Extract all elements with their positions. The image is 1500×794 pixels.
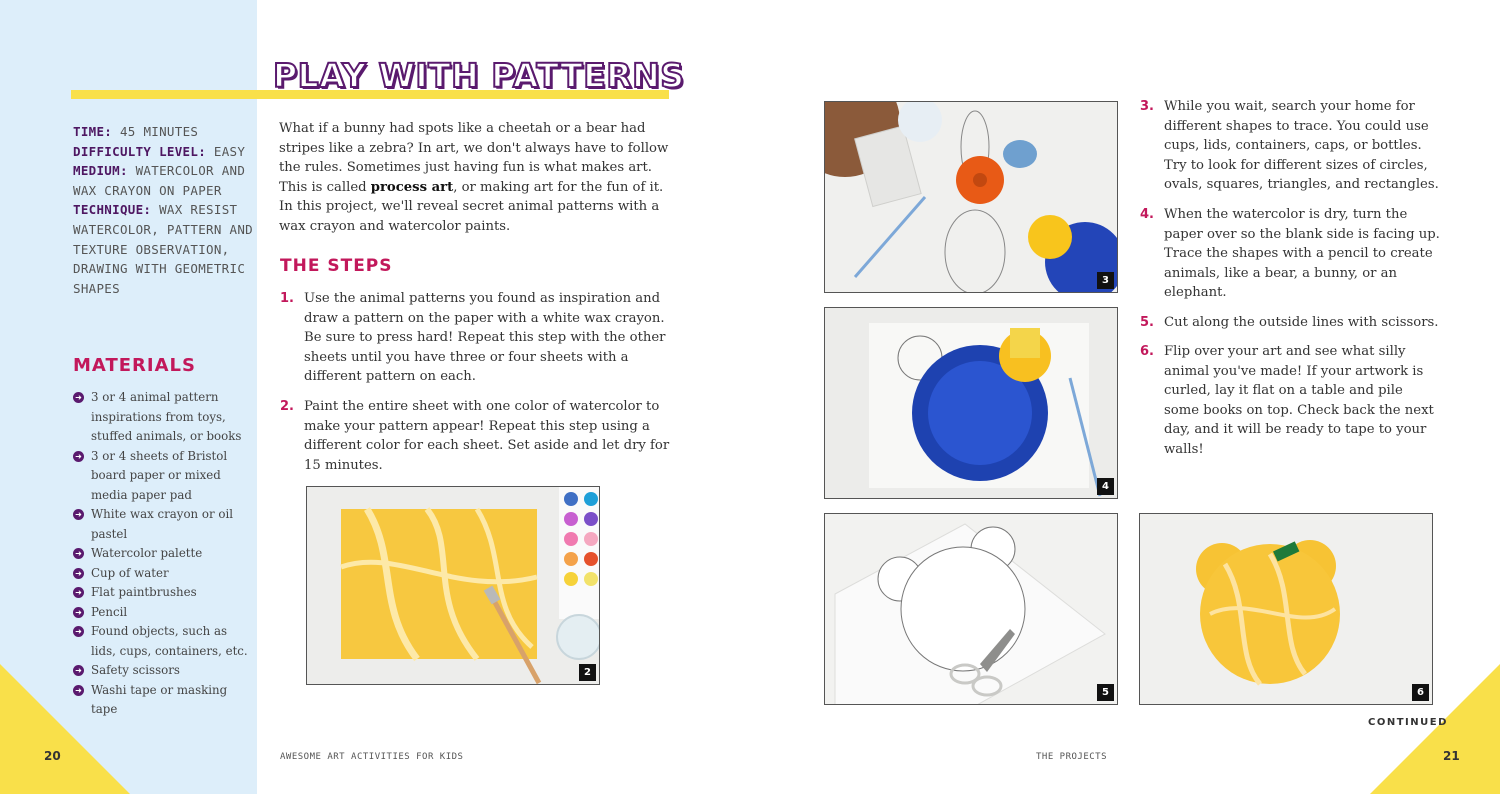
list-item: ➜ Found objects, such as lids, cups, containers, etc.	[73, 622, 253, 661]
intro-paragraph: What if a bunny had spots like a cheetah or a bear had stripes like a zebra? In art, we don't always have to follow the rules. Sometimes just having fun is what makes art. This is called process art, or making art for the fun of it. In this project, we'll reveal secret animal patterns with a wax crayon and watercolor paints.	[279, 121, 669, 234]
page-title: PLAY WITH PATTERNS	[273, 56, 685, 95]
step-6: 6. Flip over your art and see what silly animal you've made! If your artwork is curled, lay it flat on a table and pile some books on top. Check back the next day, and it will be ready to tape to your walls!	[1140, 344, 1434, 457]
arrow-right-icon: ➜	[73, 568, 84, 579]
running-footer-left: AWESOME ART ACTIVITIES FOR KIDS	[280, 752, 464, 762]
tracing-objects-illustration	[825, 102, 1118, 293]
step-5: 5. Cut along the outside lines with scissors.	[1140, 315, 1439, 330]
photo-step-2	[306, 486, 600, 685]
cutting-illustration	[825, 514, 1118, 705]
arrow-right-icon: ➜	[73, 685, 84, 696]
list-item: ➜ Pencil	[73, 603, 253, 623]
list-item: ➜ 3 or 4 animal pattern inspirations from toys, stuffed animals, or books	[73, 388, 253, 447]
project-meta	[73, 122, 253, 298]
step-4: 4. When the watercolor is dry, turn the paper over so the blank side is facing up. Trace the shapes with a pencil to create animals, like a bear, a bunny, or an elephant.	[1140, 207, 1440, 301]
arrow-right-icon: ➜	[73, 607, 84, 618]
photo-step-3	[824, 101, 1118, 293]
step-1: 1. Use the animal patterns you found as inspiration and draw a pattern on the paper with a white wax crayon. Be sure to press hard! Repeat this step with the other sheets until you have three or four sheets with a different pattern on each.	[280, 291, 666, 385]
list-item: ➜ Safety scissors	[73, 661, 253, 681]
list-item: ➜ Flat paintbrushes	[73, 583, 253, 603]
list-item: ➜ Watercolor palette	[73, 544, 253, 564]
bear-tracing-illustration	[825, 308, 1118, 499]
meta-technique: TECHNIQUE: WAX RESIST WATERCOLOR, PATTERN AND TEXTURE OBSERVATION, DRAWING WITH GEOMETRIC SHAPES	[73, 202, 253, 296]
list-item: ➜ Cup of water	[73, 564, 253, 584]
painted-sheet-illustration	[307, 487, 600, 685]
photo-number-4: 4	[1097, 478, 1114, 495]
meta-time: TIME: 45 MINUTES	[73, 124, 199, 139]
step-2: 2. Paint the entire sheet with one color of watercolor to make your pattern appear! Repeat this step using a different color for each sheet. Set aside and let dry for 15 minutes.	[280, 399, 670, 473]
arrow-right-icon: ➜	[73, 509, 84, 520]
photo-number-3: 3	[1097, 272, 1114, 289]
running-footer-right: THE PROJECTS	[1036, 752, 1108, 762]
process-art-term: process art	[370, 179, 454, 195]
arrow-right-icon: ➜	[73, 548, 84, 559]
finished-bear-illustration	[1140, 514, 1433, 705]
materials-list	[73, 388, 253, 720]
step-3: 3. While you wait, search your home for different shapes to trace. You could use cups, lids, containers, caps, or bottles. Try to look for different sizes of circles, ovals, squares, triangles, and rectangles.	[1140, 99, 1439, 193]
photo-step-6	[1139, 513, 1433, 705]
photo-number-6: 6	[1412, 684, 1429, 701]
photo-step-5	[824, 513, 1118, 705]
page-number-right: 21	[1443, 749, 1460, 763]
continued-label: CONTINUED	[1368, 717, 1448, 728]
photo-number-2: 2	[579, 664, 596, 681]
arrow-right-icon: ➜	[73, 626, 84, 637]
list-item: ➜ Washi tape or masking tape	[73, 681, 253, 720]
list-item: ➜ 3 or 4 sheets of Bristol board paper or mixed media paper pad	[73, 447, 253, 506]
meta-medium: MEDIUM: WATERCOLOR AND WAX CRAYON ON PAPER	[73, 163, 246, 198]
photo-number-5: 5	[1097, 684, 1114, 701]
arrow-right-icon: ➜	[73, 392, 84, 403]
list-item: ➜ White wax crayon or oil pastel	[73, 505, 253, 544]
page-number-left: 20	[44, 749, 61, 763]
arrow-right-icon: ➜	[73, 665, 84, 676]
meta-difficulty: DIFFICULTY LEVEL: EASY	[73, 143, 246, 159]
materials-heading: MATERIALS	[73, 355, 196, 376]
steps-heading: THE STEPS	[280, 256, 393, 276]
photo-step-4	[824, 307, 1118, 499]
arrow-right-icon: ➜	[73, 587, 84, 598]
arrow-right-icon: ➜	[73, 451, 84, 462]
